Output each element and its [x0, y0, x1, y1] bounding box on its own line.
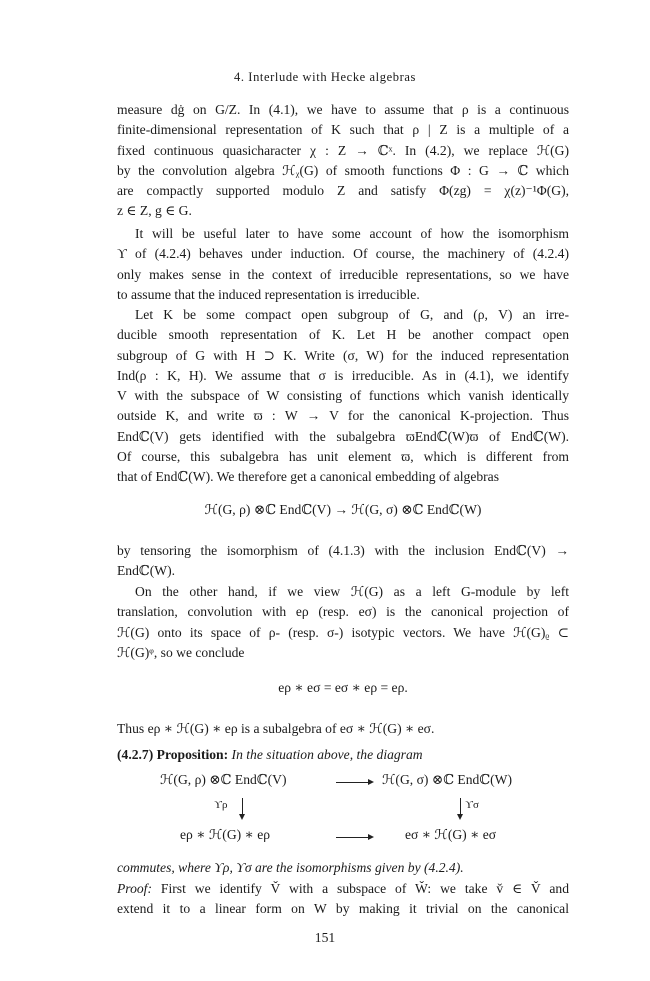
diagram-right-arrow: [460, 798, 461, 818]
text-line: translation, convolution with eρ (resp. eσ) is the canonical projection of: [117, 604, 569, 620]
text-line: Endℂ(V) gets identified with the subalgebra ϖEndℂ(W)ϖ of Endℂ(W).: [117, 428, 569, 444]
text-line: z ∈ Z, g ∈ G.: [117, 203, 192, 219]
text-line: to assume that the induced representation is irreducible.: [117, 286, 420, 302]
text-line: subgroup of G with H ⊃ K. Write (σ, W) for the induced representation: [117, 347, 569, 363]
paragraph-1: [117, 100, 569, 222]
proposition-label: (4.2.7) Proposition:: [117, 747, 229, 762]
text-line: It will be useful later to have some account of how the isomorphism: [135, 226, 569, 241]
diagram-bottom-left: eρ ∗ ℋ(G) ∗ eρ: [180, 827, 271, 842]
display-equation-2: [117, 678, 569, 698]
text-line: Let K be some compact open subgroup of G, and (ρ, V) an irre-: [135, 307, 569, 322]
commutes-statement: [117, 858, 569, 878]
equation: eρ ∗ eσ = eσ ∗ eρ = eρ.: [278, 680, 408, 695]
text-line: by tensoring the isomorphism of (4.1.3) with the inclusion Endℂ(V) →: [117, 543, 569, 558]
diagram-right-map-label: ϒσ: [465, 799, 479, 811]
proposition-text: In the situation above, the diagram: [231, 747, 423, 762]
text-line: V with the subspace of W consisting of functions which vanish identically: [117, 388, 569, 404]
diagram-left-map-label: ϒρ: [214, 799, 228, 811]
text-line: ℋ(G) onto its space of ρ- (resp. σ-) isotypic vectors. We have ℋ(G)ᵨ ⊂: [117, 624, 569, 640]
proof-label: Proof:: [117, 881, 152, 896]
diagram-left-arrow: [242, 798, 243, 818]
paragraph-5: [117, 582, 569, 663]
equation: ℋ(G, ρ) ⊗ℂ Endℂ(V) → ℋ(G, σ) ⊗ℂ Endℂ(W): [204, 502, 482, 517]
text-line: ϒ of (4.2.4) behaves under induction. Of course, the machinery of (4.2.4): [117, 246, 569, 262]
text-line: only makes sense in the context of irreducible representations, so we have: [117, 266, 569, 282]
paragraph-4: [117, 541, 569, 582]
text-line: measure dġ on G/Z. In (4.1), we have to assume that ρ is a continuous: [117, 102, 569, 117]
text-line: Endℂ(W).: [117, 563, 175, 579]
diagram-bottom-arrow: [336, 837, 372, 838]
proposition: [117, 745, 569, 765]
text-line: finite-dimensional representation of K such that ρ | Z is a multiple of a: [117, 122, 569, 138]
text-line: extend it to a linear form on W by making it trivial on the canonical: [117, 901, 569, 917]
text-line: ℋ(G)ᵠ, so we conclude: [117, 644, 245, 660]
text-line: are compactly supported modulo Z and satisfy Φ(zg) = χ(z)⁻¹Φ(G),: [117, 183, 569, 199]
text-line: fixed continuous quasicharacter χ : Z → ℂˣ. In (4.2), we replace ℋ(G): [117, 142, 569, 158]
text-line: outside K, and write ϖ : W → V for the canonical K-projection. Thus: [117, 408, 569, 424]
text-line: commutes, where ϒρ, ϒσ are the isomorphisms given by (4.2.4).: [117, 860, 464, 875]
commutative-diagram: [160, 772, 540, 872]
diagram-top-arrow: [336, 782, 372, 783]
text-line: by the convolution algebra ℋᵪ(G) of smooth functions Φ : G → ℂ which: [117, 162, 569, 178]
proof: [117, 879, 569, 920]
paragraph-6: [117, 719, 569, 739]
running-header: 4. Interlude with Hecke algebras: [234, 70, 416, 84]
text-line: First we identify V̌ with a subspace of W̌: we take v̌ ∈ V̌ and: [152, 881, 569, 896]
text-line: that of Endℂ(W). We therefore get a canonical embedding of algebras: [117, 469, 500, 485]
text-line: ducible smooth representation of K. Let H be another compact open: [117, 327, 569, 343]
paragraph-2: [117, 224, 569, 305]
text-line: Thus eρ ∗ ℋ(G) ∗ eρ is a subalgebra of eσ ∗ ℋ(G) ∗ eσ.: [117, 721, 435, 736]
paragraph-3: [117, 305, 569, 488]
text-line: Of course, this subalgebra has unit element ϖ, which is different from: [117, 449, 569, 465]
text-line: On the other hand, if we view ℋ(G) as a left G-module by left: [135, 584, 569, 599]
diagram-top-right: ℋ(G, σ) ⊗ℂ Endℂ(W): [382, 772, 513, 787]
diagram-bottom-right: eσ ∗ ℋ(G) ∗ eσ: [405, 827, 497, 842]
page-number: 151: [314, 930, 336, 945]
diagram-top-left: ℋ(G, ρ) ⊗ℂ Endℂ(V): [160, 772, 287, 787]
display-equation-1: [117, 500, 569, 520]
text-line: Ind(ρ : K, H). We assume that σ is irreducible. As in (4.1), we identify: [117, 367, 569, 383]
